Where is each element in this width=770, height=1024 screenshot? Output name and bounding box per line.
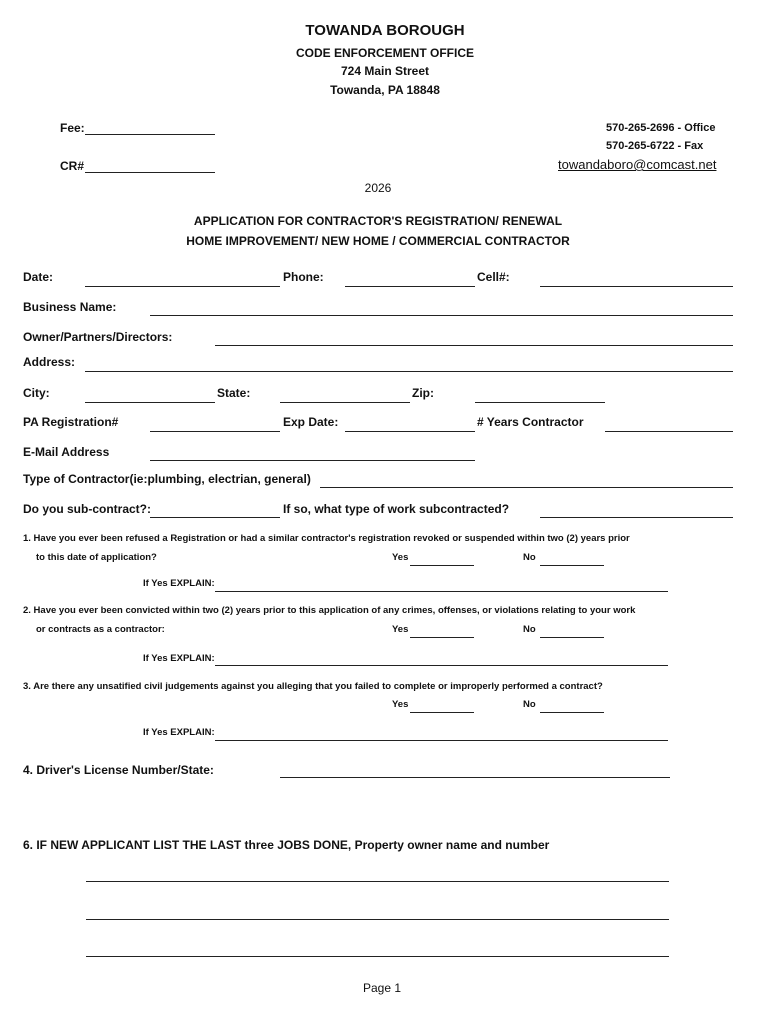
q3-text-line1: 3. Are there any unsatified civil judgements against you alleging that you failed to complete or improperly performed a contract?	[23, 681, 603, 692]
street-address: 724 Main Street	[340, 64, 430, 78]
years-contractor-label: # Years Contractor	[477, 415, 584, 429]
fee-label: Fee:	[60, 121, 85, 135]
zip-field[interactable]	[475, 402, 605, 403]
city-field[interactable]	[85, 402, 215, 403]
cell-label: Cell#:	[477, 270, 510, 284]
q3-explain-field[interactable]	[215, 740, 668, 741]
email-link[interactable]: towandaboro@comcast.net	[558, 157, 717, 172]
q2-explain-field[interactable]	[215, 665, 668, 666]
city-address: Towanda, PA 18848	[330, 83, 440, 97]
owners-field[interactable]	[215, 345, 733, 346]
q3-no-field[interactable]	[540, 712, 604, 713]
q2-explain-label: If Yes EXPLAIN:	[143, 653, 215, 664]
q2-yes-field[interactable]	[410, 637, 474, 638]
state-field[interactable]	[280, 402, 410, 403]
q3-no-label: No	[523, 699, 536, 710]
q3-yes-label: Yes	[392, 699, 409, 710]
q2-text-line2: or contracts as a contractor:	[36, 624, 165, 635]
exp-date-label: Exp Date:	[283, 415, 339, 429]
q4-drivers-license-field[interactable]	[280, 777, 670, 778]
q1-yes-label: Yes	[392, 552, 409, 563]
contractor-type-label: Type of Contractor(ie:plumbing, electrian, general)	[23, 472, 311, 486]
org-title: TOWANDA BOROUGH	[305, 22, 465, 39]
subcontract-field[interactable]	[150, 517, 280, 518]
form-title-line2: HOME IMPROVEMENT/ NEW HOME / COMMERCIAL CONTRACTOR	[186, 234, 570, 248]
q1-text-line1: 1. Have you ever been refused a Registration or had a similar contractor's registration revoked or suspended within two (2) years prior	[23, 533, 630, 544]
phone-label: Phone:	[283, 270, 324, 284]
cell-field[interactable]	[540, 286, 733, 287]
exp-date-field[interactable]	[345, 431, 475, 432]
owners-label: Owner/Partners/Directors:	[23, 330, 173, 344]
phone-field[interactable]	[345, 286, 475, 287]
address-label: Address:	[23, 355, 76, 369]
q3-yes-field[interactable]	[410, 712, 474, 713]
form-title-line1: APPLICATION FOR CONTRACTOR'S REGISTRATION/ RENEWAL	[193, 214, 563, 228]
years-contractor-field[interactable]	[605, 431, 733, 432]
contractor-type-field[interactable]	[320, 487, 733, 488]
business-name-label: Business Name:	[23, 300, 117, 314]
q4-drivers-license-label: 4. Driver's License Number/State:	[23, 763, 214, 777]
q1-text-line2: to this date of application?	[36, 552, 157, 563]
q6-last-jobs-label: 6. IF NEW APPLICANT LIST THE LAST three JOBS DONE, Property owner name and number	[23, 838, 550, 852]
pa-registration-label: PA Registration#	[23, 415, 119, 429]
subcontract-type-field[interactable]	[540, 517, 733, 518]
city-label: City:	[23, 386, 50, 400]
pa-registration-field[interactable]	[150, 431, 280, 432]
q1-explain-field[interactable]	[215, 591, 668, 592]
q1-no-field[interactable]	[540, 565, 604, 566]
q6-job-line-3[interactable]	[86, 956, 669, 957]
email-field[interactable]	[150, 460, 475, 461]
business-name-field[interactable]	[150, 315, 733, 316]
q2-yes-label: Yes	[392, 624, 409, 635]
q3-explain-label: If Yes EXPLAIN:	[143, 727, 215, 738]
q6-job-line-2[interactable]	[86, 919, 669, 920]
q2-no-field[interactable]	[540, 637, 604, 638]
cr-field[interactable]	[85, 172, 215, 173]
q2-no-label: No	[523, 624, 536, 635]
fax-number: 570-265-6722 - Fax	[606, 140, 704, 152]
address-field[interactable]	[85, 371, 733, 372]
year: 2026	[364, 181, 392, 195]
date-field[interactable]	[85, 286, 280, 287]
office-name: CODE ENFORCEMENT OFFICE	[295, 46, 474, 60]
subcontract-type-label: If so, what type of work subcontracted?	[283, 502, 510, 516]
fee-field[interactable]	[85, 134, 215, 135]
page-number: Page 1	[362, 981, 402, 995]
email-label: E-Mail Address	[23, 445, 110, 459]
q1-no-label: No	[523, 552, 536, 563]
cr-label: CR#	[60, 159, 85, 173]
q6-job-line-1[interactable]	[86, 881, 669, 882]
zip-label: Zip:	[412, 386, 434, 400]
q1-explain-label: If Yes EXPLAIN:	[143, 578, 215, 589]
subcontract-label: Do you sub-contract?:	[23, 502, 151, 516]
office-phone: 570-265-2696 - Office	[606, 122, 716, 134]
q2-text-line1: 2. Have you ever been convicted within two (2) years prior to this application of any crimes, offenses, or violations relating to your work	[23, 605, 636, 616]
q1-yes-field[interactable]	[410, 565, 474, 566]
state-label: State:	[217, 386, 251, 400]
date-label: Date:	[23, 270, 54, 284]
